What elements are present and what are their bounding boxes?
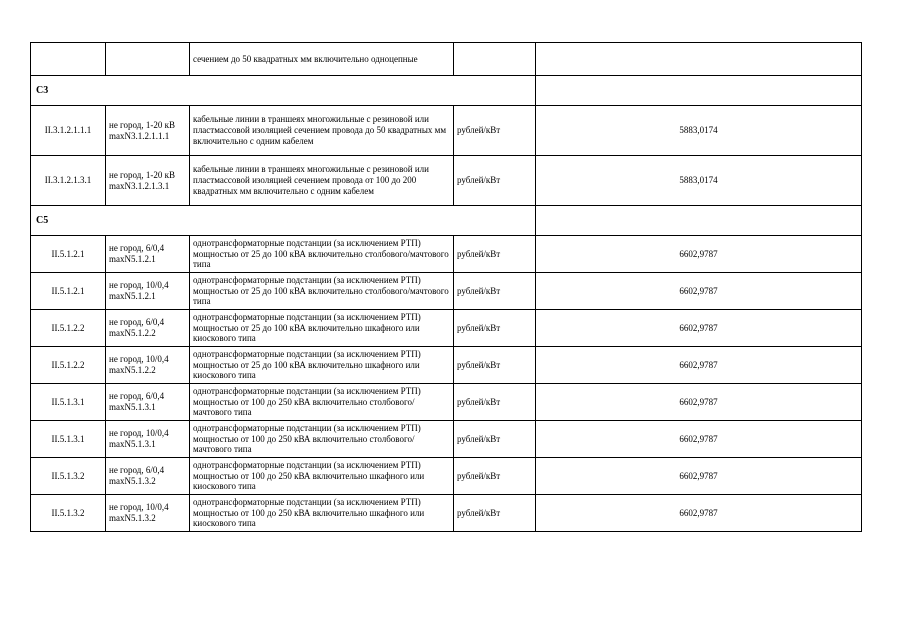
cell-unit: рублей/кВт [454, 384, 536, 421]
cell-desc: однотрансформаторные подстанции (за исключением РТП) мощностью от 25 до 100 кВА включительно шкафного или киоскового типа [190, 310, 454, 347]
table-row [31, 156, 862, 206]
cell-desc: кабельные линии в траншеях многожильные с резиновой или пластмассовой изоляцией сечением провода от 100 до 200 квадратных мм включительно с одним кабелем [190, 156, 454, 206]
cell-desc: однотрансформаторные подстанции (за исключением РТП) мощностью от 100 до 250 кВА включительно шкафного или киоскового типа [190, 495, 454, 532]
cell-value: 6602,9787 [536, 310, 862, 347]
cell-unit: рублей/кВт [454, 156, 536, 206]
section-label: С3 [31, 76, 536, 106]
cell-name: не город, 1-20 кВ maxN3.1.2.1.3.1 [106, 156, 190, 206]
cell-desc: однотрансформаторные подстанции (за исключением РТП) мощностью от 100 до 250 кВА включительно столбового/мачтового типа [190, 384, 454, 421]
cell-name: не город, 6/0,4 maxN5.1.2.2 [106, 310, 190, 347]
cell-code-empty [31, 43, 106, 76]
cell-unit-empty [454, 43, 536, 76]
cell-value: 6602,9787 [536, 384, 862, 421]
cell-name: не город, 10/0,4 maxN5.1.2.1 [106, 273, 190, 310]
cell-code: II.5.1.2.2 [31, 310, 106, 347]
cell-desc: однотрансформаторные подстанции (за исключением РТП) мощностью от 25 до 100 кВА включительно столбового/мачтового типа [190, 273, 454, 310]
cell-unit: рублей/кВт [454, 458, 536, 495]
cell-name: не город, 6/0,4 maxN5.1.3.2 [106, 458, 190, 495]
table-row [31, 347, 862, 384]
cell-desc: однотрансформаторные подстанции (за исключением РТП) мощностью от 100 до 250 кВА включительно шкафного или киоскового типа [190, 458, 454, 495]
cell-unit: рублей/кВт [454, 236, 536, 273]
cell-code: II.3.1.2.1.3.1 [31, 156, 106, 206]
cell-code: II.5.1.2.1 [31, 273, 106, 310]
cell-code: II.5.1.3.2 [31, 458, 106, 495]
cell-value: 6602,9787 [536, 273, 862, 310]
table-row [31, 495, 862, 532]
cell-name: не город, 1-20 кВ maxN3.1.2.1.1.1 [106, 106, 190, 156]
cell-code: II.5.1.2.1 [31, 236, 106, 273]
section-label: С5 [31, 206, 536, 236]
table-row [31, 310, 862, 347]
cell-name: не город, 6/0,4 maxN5.1.3.1 [106, 384, 190, 421]
cell-unit: рублей/кВт [454, 421, 536, 458]
cell-desc: однотрансформаторные подстанции (за исключением РТП) мощностью от 100 до 250 кВА включительно столбового/мачтового типа [190, 421, 454, 458]
table-row [31, 458, 862, 495]
cell-name-empty [106, 43, 190, 76]
table-row [31, 421, 862, 458]
table-row [31, 236, 862, 273]
cell-name: не город, 10/0,4 maxN5.1.3.2 [106, 495, 190, 532]
cell-value: 6602,9787 [536, 458, 862, 495]
cell-unit: рублей/кВт [454, 310, 536, 347]
cell-value: 6602,9787 [536, 236, 862, 273]
cell-desc: однотрансформаторные подстанции (за исключением РТП) мощностью от 25 до 100 кВА включительно столбового/мачтового типа [190, 236, 454, 273]
cell-value: 5883,0174 [536, 106, 862, 156]
section-header-row [31, 76, 862, 106]
cell-code: II.3.1.2.1.1.1 [31, 106, 106, 156]
cell-unit: рублей/кВт [454, 347, 536, 384]
table-row [31, 273, 862, 310]
tariff-table [30, 42, 862, 532]
cell-name: не город, 10/0,4 maxN5.1.3.1 [106, 421, 190, 458]
cell-name: не город, 10/0,4 maxN5.1.2.2 [106, 347, 190, 384]
section-value-empty [536, 206, 862, 236]
cell-desc: сечением до 50 квадратных мм включительно одноцепные [190, 43, 454, 76]
cell-code: II.5.1.3.1 [31, 421, 106, 458]
cell-code: II.5.1.2.2 [31, 347, 106, 384]
table-row-continuation [31, 43, 862, 76]
cell-unit: рублей/кВт [454, 106, 536, 156]
cell-desc: кабельные линии в траншеях многожильные с резиновой или пластмассовой изоляцией сечением провода до 50 квадратных мм включительно с одним кабелем [190, 106, 454, 156]
cell-value: 6602,9787 [536, 421, 862, 458]
cell-desc: однотрансформаторные подстанции (за исключением РТП) мощностью от 25 до 100 кВА включительно шкафного или киоскового типа [190, 347, 454, 384]
cell-value: 5883,0174 [536, 156, 862, 206]
cell-unit: рублей/кВт [454, 495, 536, 532]
table-row [31, 106, 862, 156]
section-header-row [31, 206, 862, 236]
section-value-empty [536, 76, 862, 106]
cell-value: 6602,9787 [536, 495, 862, 532]
cell-value: 6602,9787 [536, 347, 862, 384]
cell-name: не город, 6/0,4 maxN5.1.2.1 [106, 236, 190, 273]
cell-value-empty [536, 43, 862, 76]
cell-unit: рублей/кВт [454, 273, 536, 310]
table-row [31, 384, 862, 421]
cell-code: II.5.1.3.1 [31, 384, 106, 421]
cell-code: II.5.1.3.2 [31, 495, 106, 532]
